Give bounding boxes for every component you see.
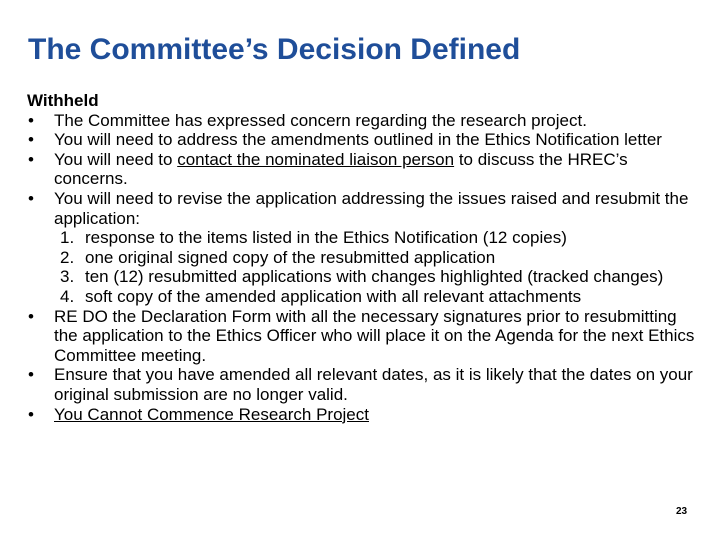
liaison-link[interactable]: contact the nominated liaison person xyxy=(177,149,455,169)
bullet-text-prefix: You will need to xyxy=(54,149,178,169)
bullet-text: RE DO the Declaration Form with all the necessary signatures prior to resubmitting the application to the Ethics Officer who will place it on the Agenda for the next Ethics Committee meeting. xyxy=(54,306,695,365)
page-number: 23 xyxy=(676,506,688,517)
numbered-item xyxy=(27,248,697,268)
bullet-item xyxy=(27,111,697,131)
slide-title: The Committee’s Decision Defined xyxy=(28,33,521,66)
item-text: soft copy of the amended application with all relevant attachments xyxy=(85,286,582,306)
bullet-text: The Committee has expressed concern regarding the research project. xyxy=(54,110,587,130)
item-number: 1. xyxy=(60,228,75,248)
bullet-text: Ensure that you have amended all relevant dates, as it is likely that the dates on your original submission are no longer valid. xyxy=(54,365,693,404)
bullet-item xyxy=(27,405,697,425)
bullet-marker: • xyxy=(28,306,34,326)
bullet-marker: • xyxy=(28,365,34,385)
bullet-item xyxy=(27,150,697,189)
slide-body xyxy=(27,91,697,424)
bullet-item xyxy=(27,130,697,150)
bullet-item xyxy=(27,189,697,228)
item-number: 2. xyxy=(60,247,75,267)
item-number: 3. xyxy=(60,267,75,287)
bullet-list xyxy=(27,307,697,425)
bullet-marker: • xyxy=(28,188,34,208)
cannot-commence-link[interactable]: You Cannot Commence Research Project xyxy=(54,404,369,424)
bullet-marker: • xyxy=(28,110,34,130)
bullet-marker: • xyxy=(28,149,34,169)
numbered-item xyxy=(27,267,697,287)
bullet-text-suffix: to discuss the HREC’s concerns. xyxy=(54,149,628,189)
bullet-item xyxy=(27,365,697,404)
item-text: ten (12) resubmitted applications with changes highlighted (tracked changes) xyxy=(85,267,664,287)
item-number: 4. xyxy=(60,286,75,306)
bullet-list xyxy=(27,111,697,229)
numbered-item xyxy=(27,287,697,307)
section-heading: Withheld xyxy=(27,91,99,110)
bullet-marker: • xyxy=(28,130,34,150)
item-text: response to the items listed in the Ethics Notification (12 copies) xyxy=(85,228,567,248)
numbered-item xyxy=(27,228,697,248)
item-text: one original signed copy of the resubmitted application xyxy=(85,247,496,267)
resubmission-list xyxy=(27,228,697,306)
bullet-text: You will need to revise the application addressing the issues raised and resubmit the application: xyxy=(54,188,689,228)
bullet-marker: • xyxy=(28,404,34,424)
bullet-item xyxy=(27,307,697,366)
bullet-text: You will need to address the amendments outlined in the Ethics Notification letter xyxy=(54,130,662,150)
